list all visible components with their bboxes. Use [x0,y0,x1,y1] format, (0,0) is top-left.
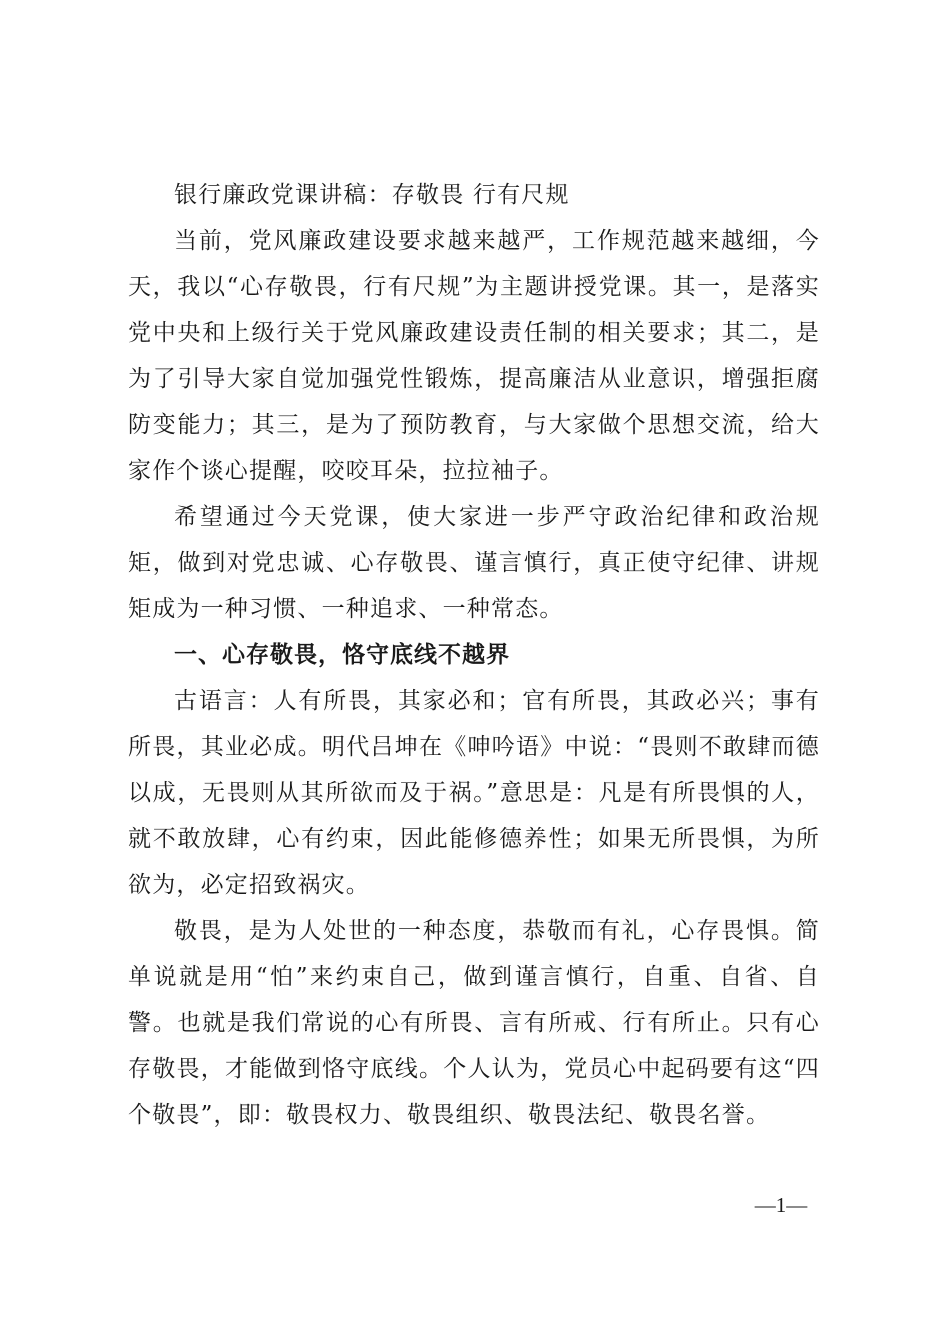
paragraph-intro-1: 当前，党风廉政建设要求越来越严，工作规范越来越细，今天，我以“心存敬畏，行有尺规”为主题讲授党课。其一，是落实党中央和上级行关于党风廉政建设责任制的相关要求；其二，是为了引导大家自觉加强党性锻炼，提高廉洁从业意识，增强拒腐防变能力；其三，是为了预防教育，与大家做个思想交流，给大家作个谈心提醒，咬咬耳朵，拉拉袖子。 [128,228,820,484]
document-body [128,172,820,1138]
section-heading-1: 一、心存敬畏，恪守底线不越界 [174,642,510,668]
paragraph-section1-1: 古语言：人有所畏，其家必和；官有所畏，其政必兴；事有所畏，其业必成。明代吕坤在《呻吟语》中说：“畏则不敢肆而德以成，无畏则从其所欲而及于祸。”意思是：凡是有所畏惧的人，就不敢放肆，心有约束，因此能修德养性；如果无所畏惧，为所欲为，必定招致祸灾。 [128,688,820,898]
paragraph-section1-2: 敬畏，是为人处世的一种态度，恭敬而有礼，心存畏惧。简单说就是用“怕”来约束自己，做到谨言慎行，自重、自省、自警。也就是我们常说的心有所畏、言有所戒、行有所止。只有心存敬畏，才能做到恪守底线。个人认为，党员心中起码要有这“四个敬畏”，即：敬畏权力、敬畏组织、敬畏法纪、敬畏名誉。 [128,918,820,1128]
paragraph-intro-2: 希望通过今天党课，使大家进一步严守政治纪律和政治规矩，做到对党忠诚、心存敬畏、谨言慎行，真正使守纪律、讲规矩成为一种习惯、一种追求、一种常态。 [128,504,820,622]
page-number: —1— [754,1193,808,1217]
document-title: 银行廉政党课讲稿：存敬畏 行有尺规 [174,182,570,208]
